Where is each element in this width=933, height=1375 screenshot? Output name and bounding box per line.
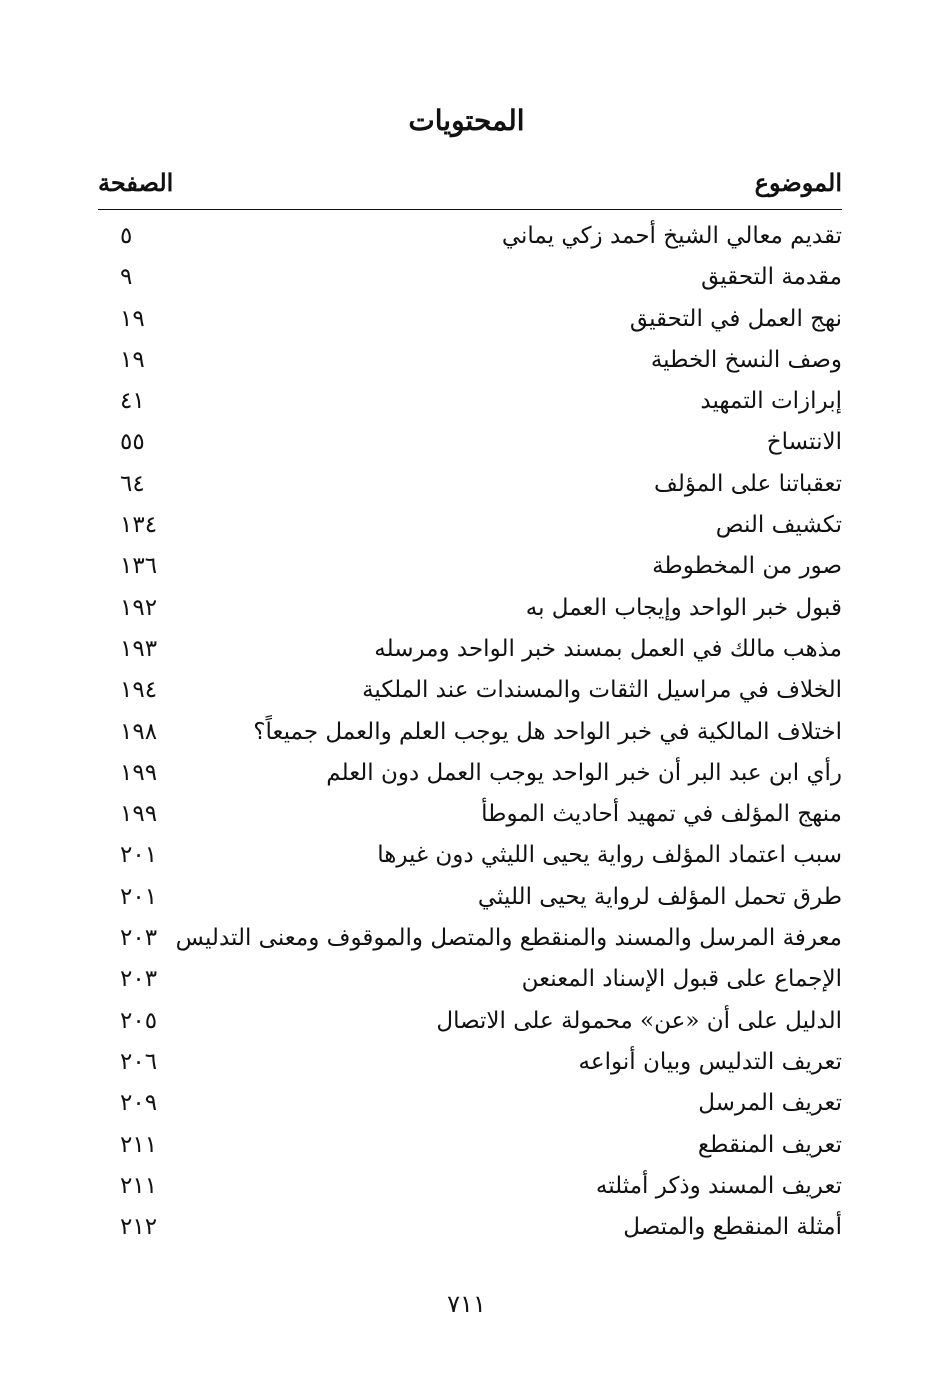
- toc-entry-topic: معرفة المرسل والمسند والمنقطع والمتصل والموقوف ومعنى التدليس: [175, 925, 842, 952]
- toc-header: [98, 168, 842, 204]
- toc-entry-page: ٩: [120, 264, 133, 291]
- toc-entry-topic: طرق تحمل المؤلف لرواية يحيى الليثي: [477, 883, 842, 910]
- toc-entry-page: ١٣٦: [120, 553, 158, 580]
- toc-entry-page: ٥٥: [120, 429, 145, 456]
- toc-entry-page: ٢٠١: [120, 842, 158, 869]
- toc-entry-page: ١٩٣: [120, 635, 158, 662]
- toc-entry-page: ٢١٢: [120, 1214, 158, 1241]
- toc-entry-topic: نهج العمل في التحقيق: [629, 305, 842, 332]
- toc-entry-topic: تقديم معالي الشيخ أحمد زكي يماني: [501, 223, 842, 249]
- toc-entry-page: ٢٠١: [120, 883, 158, 910]
- toc-entry-page: ٢١١: [120, 1172, 158, 1199]
- toc-entry: [98, 670, 842, 711]
- toc-entry-topic: تعريف المنقطع: [697, 1131, 842, 1158]
- toc-entry: [98, 918, 842, 959]
- toc-entry: [98, 1083, 842, 1124]
- toc-entry-topic: إبرازات التمهيد: [700, 388, 842, 415]
- toc-entry-page: ٢٠٥: [120, 1007, 158, 1034]
- page-title: المحتويات: [408, 104, 525, 137]
- toc-entry-page: ٢٠٦: [120, 1048, 158, 1075]
- toc-entry: [98, 257, 842, 298]
- toc-entry-page: ١٩: [120, 305, 145, 332]
- toc-entry-page: ١٣٤: [120, 512, 158, 539]
- toc-entry-topic: منهج المؤلف في تمهيد أحاديث الموطأ: [481, 801, 842, 828]
- toc-entry-topic: الخلاف في مراسيل الثقات والمسندات عند الملكية: [362, 677, 842, 704]
- toc-entry-page: ٦٤: [120, 470, 145, 497]
- toc-entry-page: ٤١: [120, 388, 145, 415]
- toc-entry-page: ٢١١: [120, 1131, 158, 1158]
- toc-entry: [98, 959, 842, 1000]
- toc-entry-topic: وصف النسخ الخطية: [650, 346, 842, 373]
- toc-entry: [98, 877, 842, 918]
- toc-entry-topic: تعريف المسند وذكر أمثلته: [595, 1172, 842, 1199]
- page-column-header: الصفحة: [98, 168, 174, 197]
- toc-entry-topic: الإجماع على قبول الإسناد المعنعن: [521, 966, 842, 993]
- toc-entry: [98, 835, 842, 876]
- toc-entry-topic: مذهب مالك في العمل بمسند خبر الواحد ومرسله: [374, 635, 842, 662]
- toc-entry-topic: الدليل على أن «عن» محمولة على الاتصال: [436, 1007, 842, 1034]
- toc-entry-page: ١٩٢: [120, 594, 158, 621]
- topic-column-header: الموضوع: [754, 168, 842, 197]
- toc-entry-topic: قبول خبر الواحد وإيجاب العمل به: [525, 594, 842, 621]
- toc-entry: [98, 1207, 842, 1248]
- toc-entry-page: ٢٠٩: [120, 1090, 158, 1117]
- toc-entry: [98, 216, 842, 257]
- page-number: ٧١١: [447, 1290, 486, 1318]
- toc-entry: [98, 299, 842, 340]
- toc-entry-topic: سبب اعتماد المؤلف رواية يحيى الليثي دون غيرها: [377, 842, 842, 869]
- toc-entry: [98, 340, 842, 381]
- toc-entry: [98, 422, 842, 463]
- toc-entry: [98, 588, 842, 629]
- toc-entry-page: ١٩: [120, 346, 145, 373]
- toc-entry-topic: تعريف التدليس وبيان أنواعه: [578, 1048, 842, 1075]
- toc-entry: [98, 794, 842, 835]
- toc-list: [98, 216, 842, 1248]
- toc-entry: [98, 464, 842, 505]
- toc-entry: [98, 712, 842, 753]
- toc-entry-topic: تكشيف النص: [715, 512, 842, 539]
- toc-entry: [98, 1001, 842, 1042]
- toc-entry-page: ٢٠٣: [120, 925, 158, 952]
- toc-entry: [98, 753, 842, 794]
- toc-entry: [98, 1125, 842, 1166]
- toc-entry-topic: الانتساخ: [766, 429, 842, 456]
- toc-entry-page: ٥: [120, 223, 133, 249]
- toc-entry-page: ١٩٨: [120, 718, 158, 745]
- toc-entry-topic: تعريف المرسل: [698, 1090, 842, 1117]
- toc-entry: [98, 1166, 842, 1207]
- toc-entry: [98, 546, 842, 587]
- toc-entry-page: ١٩٤: [120, 677, 158, 704]
- header-divider: [98, 209, 842, 210]
- toc-entry-page: ١٩٩: [120, 801, 158, 828]
- toc-entry: [98, 629, 842, 670]
- toc-entry-topic: مقدمة التحقيق: [701, 264, 842, 291]
- toc-entry-topic: اختلاف المالكية في خبر الواحد هل يوجب العلم والعمل جميعاً؟: [253, 718, 842, 745]
- toc-entry: [98, 1042, 842, 1083]
- toc-entry-topic: رأي ابن عبد البر أن خبر الواحد يوجب العمل دون العلم: [326, 759, 842, 786]
- toc-entry: [98, 505, 842, 546]
- toc-entry-topic: أمثلة المنقطع والمتصل: [623, 1214, 842, 1241]
- toc-entry: [98, 381, 842, 422]
- toc-entry-page: ١٩٩: [120, 759, 158, 786]
- toc-entry-topic: صور من المخطوطة: [652, 553, 842, 580]
- toc-entry-topic: تعقباتنا على المؤلف: [654, 470, 842, 497]
- toc-entry-page: ٢٠٣: [120, 966, 158, 993]
